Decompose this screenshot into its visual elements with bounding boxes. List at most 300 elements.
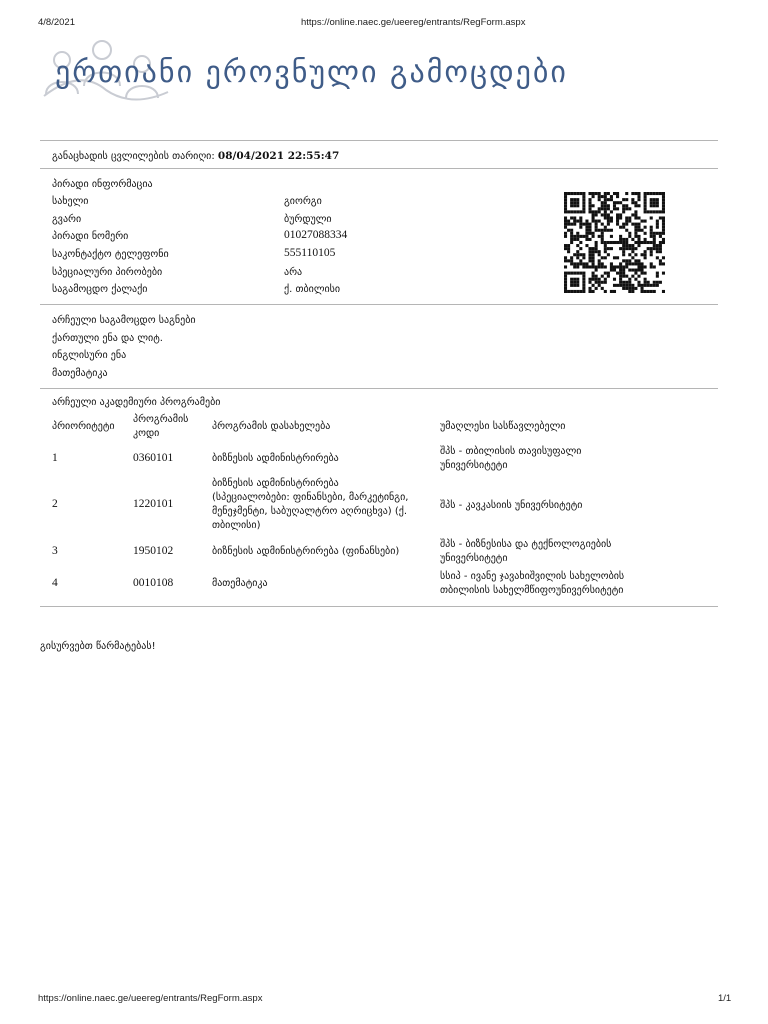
qr-module bbox=[592, 210, 595, 213]
qr-module bbox=[613, 241, 616, 244]
qr-module bbox=[573, 210, 576, 213]
qr-module bbox=[601, 232, 604, 235]
qr-module bbox=[585, 244, 588, 247]
qr-module bbox=[628, 262, 631, 265]
qr-module bbox=[653, 235, 656, 238]
qr-module bbox=[598, 259, 601, 262]
qr-module bbox=[595, 192, 598, 195]
program-name-line: ბიზნესის ადმინისტრირება bbox=[212, 478, 339, 489]
qr-module bbox=[570, 235, 573, 238]
qr-module bbox=[628, 235, 631, 238]
qr-module bbox=[619, 284, 622, 287]
qr-module bbox=[598, 262, 601, 265]
qr-module bbox=[631, 287, 634, 290]
qr-module bbox=[637, 223, 640, 226]
qr-module bbox=[588, 223, 591, 226]
qr-module bbox=[650, 204, 653, 207]
qr-module bbox=[604, 265, 607, 268]
personal-value: 01027088334 bbox=[284, 229, 348, 241]
qr-module bbox=[595, 247, 598, 250]
qr-module bbox=[653, 198, 656, 201]
qr-module bbox=[604, 241, 607, 244]
qr-module bbox=[659, 232, 662, 235]
qr-module bbox=[610, 262, 613, 265]
qr-module bbox=[607, 207, 610, 210]
qr-module bbox=[616, 192, 619, 195]
qr-module bbox=[641, 272, 644, 275]
qr-module bbox=[604, 210, 607, 213]
qr-module bbox=[662, 195, 665, 198]
qr-module bbox=[662, 229, 665, 232]
program-name bbox=[212, 545, 399, 559]
qr-module bbox=[662, 192, 665, 195]
qr-module bbox=[610, 247, 613, 250]
qr-module bbox=[588, 204, 591, 207]
qr-module bbox=[656, 284, 659, 287]
qr-module bbox=[573, 198, 576, 201]
qr-module bbox=[592, 195, 595, 198]
qr-module bbox=[585, 238, 588, 241]
qr-module bbox=[634, 201, 637, 204]
qr-module bbox=[564, 220, 567, 223]
qr-module bbox=[647, 241, 650, 244]
subjects-heading: არჩეული საგამოცდო საგნები bbox=[52, 315, 196, 326]
divider bbox=[40, 388, 718, 389]
qr-module bbox=[570, 272, 573, 275]
qr-module bbox=[622, 253, 625, 256]
qr-module bbox=[619, 265, 622, 268]
qr-module bbox=[610, 220, 613, 223]
qr-module bbox=[601, 207, 604, 210]
qr-module bbox=[564, 287, 567, 290]
qr-module bbox=[570, 290, 573, 293]
qr-module bbox=[564, 247, 567, 250]
qr-module bbox=[656, 272, 659, 275]
qr-module bbox=[570, 216, 573, 219]
qr-module bbox=[641, 265, 644, 268]
qr-module bbox=[634, 235, 637, 238]
qr-module bbox=[613, 290, 616, 293]
qr-module bbox=[595, 287, 598, 290]
qr-module bbox=[634, 269, 637, 272]
qr-module bbox=[595, 278, 598, 281]
qr-module bbox=[641, 290, 644, 293]
qr-module bbox=[659, 235, 662, 238]
qr-module bbox=[637, 281, 640, 284]
qr-module bbox=[588, 247, 591, 250]
qr-module bbox=[628, 290, 631, 293]
qr-module bbox=[619, 235, 622, 238]
qr-module bbox=[647, 284, 650, 287]
qr-module bbox=[573, 253, 576, 256]
qr-module bbox=[631, 247, 634, 250]
qr-module bbox=[641, 269, 644, 272]
qr-module bbox=[644, 232, 647, 235]
qr-module bbox=[634, 204, 637, 207]
qr-module bbox=[576, 210, 579, 213]
qr-module bbox=[595, 265, 598, 268]
qr-module bbox=[601, 235, 604, 238]
qr-module bbox=[653, 210, 656, 213]
qr-module bbox=[607, 229, 610, 232]
qr-module bbox=[634, 253, 637, 256]
qr-module bbox=[619, 281, 622, 284]
qr-module bbox=[659, 250, 662, 253]
qr-module bbox=[622, 247, 625, 250]
qr-module bbox=[582, 192, 585, 195]
qr-module bbox=[656, 192, 659, 195]
qr-module bbox=[634, 241, 637, 244]
qr-module bbox=[564, 259, 567, 262]
qr-module bbox=[622, 238, 625, 241]
qr-module bbox=[604, 192, 607, 195]
qr-module bbox=[579, 253, 582, 256]
qr-module bbox=[637, 241, 640, 244]
logo-title: ერთიანი ეროვნული გამოცდები bbox=[55, 55, 568, 90]
qr-module bbox=[598, 281, 601, 284]
qr-module bbox=[628, 244, 631, 247]
qr-module bbox=[634, 287, 637, 290]
qr-module bbox=[653, 281, 656, 284]
qr-module bbox=[592, 247, 595, 250]
qr-module bbox=[616, 207, 619, 210]
qr-module bbox=[637, 216, 640, 219]
personal-info-heading: პირადი ინფორმაცია bbox=[52, 179, 153, 190]
qr-module bbox=[576, 235, 579, 238]
qr-module bbox=[619, 278, 622, 281]
qr-module bbox=[622, 226, 625, 229]
qr-module bbox=[564, 195, 567, 198]
qr-module bbox=[579, 290, 582, 293]
qr-module bbox=[607, 213, 610, 216]
qr-module bbox=[604, 216, 607, 219]
qr-module bbox=[634, 213, 637, 216]
program-name bbox=[212, 452, 339, 466]
qr-module bbox=[622, 265, 625, 268]
qr-module bbox=[622, 204, 625, 207]
qr-module bbox=[625, 238, 628, 241]
qr-module bbox=[576, 278, 579, 281]
qr-module bbox=[656, 281, 659, 284]
qr-module bbox=[592, 265, 595, 268]
qr-module bbox=[564, 201, 567, 204]
qr-module bbox=[656, 247, 659, 250]
qr-module bbox=[592, 213, 595, 216]
qr-module bbox=[622, 272, 625, 275]
col-header-code-line2: კოდი bbox=[133, 428, 160, 439]
qr-module bbox=[570, 229, 573, 232]
program-name-line: მათემატიკა bbox=[212, 578, 268, 589]
qr-module bbox=[588, 192, 591, 195]
qr-module bbox=[585, 229, 588, 232]
qr-module bbox=[628, 220, 631, 223]
qr-module bbox=[564, 278, 567, 281]
qr-module bbox=[564, 265, 567, 268]
qr-module bbox=[628, 207, 631, 210]
qr-module bbox=[637, 229, 640, 232]
qr-module bbox=[567, 244, 570, 247]
qr-module bbox=[616, 220, 619, 223]
qr-module bbox=[588, 198, 591, 201]
qr-module bbox=[592, 232, 595, 235]
qr-module bbox=[564, 207, 567, 210]
qr-module bbox=[650, 262, 653, 265]
qr-module bbox=[592, 259, 595, 262]
qr-module bbox=[607, 198, 610, 201]
qr-module bbox=[619, 269, 622, 272]
qr-module bbox=[570, 241, 573, 244]
qr-module bbox=[592, 290, 595, 293]
qr-module bbox=[631, 250, 634, 253]
qr-module bbox=[656, 223, 659, 226]
qr-module bbox=[588, 232, 591, 235]
qr-module bbox=[601, 213, 604, 216]
col-header-code bbox=[133, 413, 188, 441]
qr-module bbox=[653, 265, 656, 268]
qr-module bbox=[573, 265, 576, 268]
qr-module bbox=[656, 226, 659, 229]
qr-module bbox=[604, 207, 607, 210]
qr-module bbox=[582, 253, 585, 256]
qr-module bbox=[644, 272, 647, 275]
print-url: https://online.naec.ge/ueereg/entrants/RegForm.aspx bbox=[301, 17, 526, 28]
qr-module bbox=[641, 253, 644, 256]
qr-module bbox=[576, 204, 579, 207]
qr-module bbox=[582, 281, 585, 284]
qr-module bbox=[659, 192, 662, 195]
qr-module bbox=[598, 210, 601, 213]
programs-heading: არჩეული აკადემიური პროგრამები bbox=[52, 397, 221, 408]
qr-module bbox=[650, 253, 653, 256]
qr-module bbox=[588, 226, 591, 229]
qr-module bbox=[634, 223, 637, 226]
qr-module bbox=[653, 192, 656, 195]
qr-module bbox=[573, 284, 576, 287]
qr-module bbox=[634, 192, 637, 195]
program-university-line: უნივერსიტეტი bbox=[440, 460, 508, 471]
qr-module bbox=[582, 201, 585, 204]
qr-module bbox=[625, 275, 628, 278]
qr-module bbox=[592, 220, 595, 223]
qr-module bbox=[644, 226, 647, 229]
qr-module bbox=[613, 265, 616, 268]
print-date: 4/8/2021 bbox=[38, 17, 75, 28]
qr-module bbox=[595, 223, 598, 226]
qr-module bbox=[656, 198, 659, 201]
qr-module bbox=[659, 241, 662, 244]
qr-module bbox=[585, 265, 588, 268]
qr-module bbox=[573, 235, 576, 238]
col-header-university: უმაღლესი სასწავლებელი bbox=[440, 421, 566, 432]
qr-module bbox=[595, 275, 598, 278]
qr-module bbox=[650, 198, 653, 201]
qr-module bbox=[653, 244, 656, 247]
qr-module bbox=[631, 244, 634, 247]
qr-module bbox=[573, 290, 576, 293]
qr-module bbox=[579, 262, 582, 265]
change-date-value: 08/04/2021 22:55:47 bbox=[217, 150, 340, 162]
program-priority: 4 bbox=[52, 577, 58, 589]
qr-module bbox=[631, 213, 634, 216]
qr-module bbox=[598, 265, 601, 268]
qr-module bbox=[592, 250, 595, 253]
qr-module bbox=[637, 204, 640, 207]
qr-module bbox=[588, 207, 591, 210]
personal-value: გიორგი bbox=[284, 196, 322, 207]
qr-module bbox=[637, 265, 640, 268]
qr-module bbox=[601, 241, 604, 244]
qr-module bbox=[607, 220, 610, 223]
qr-module bbox=[588, 253, 591, 256]
qr-module bbox=[601, 262, 604, 265]
qr-module bbox=[631, 238, 634, 241]
footer-url: https://online.naec.ge/ueereg/entrants/RegForm.aspx bbox=[38, 993, 263, 1004]
qr-module bbox=[576, 265, 579, 268]
qr-module bbox=[582, 204, 585, 207]
personal-label: სპეციალური პირობები bbox=[52, 267, 163, 278]
qr-module bbox=[631, 262, 634, 265]
qr-module bbox=[622, 269, 625, 272]
qr-module bbox=[598, 278, 601, 281]
qr-module bbox=[662, 201, 665, 204]
change-date-label: განაცხადის ცვლილების თარიღი: bbox=[52, 151, 215, 162]
qr-module bbox=[625, 265, 628, 268]
qr-module bbox=[653, 201, 656, 204]
qr-module bbox=[613, 284, 616, 287]
qr-module bbox=[650, 265, 653, 268]
qr-module bbox=[644, 204, 647, 207]
qr-module bbox=[662, 226, 665, 229]
qr-module bbox=[607, 192, 610, 195]
qr-module bbox=[564, 226, 567, 229]
qr-module bbox=[625, 244, 628, 247]
qr-module bbox=[650, 229, 653, 232]
qr-module bbox=[570, 238, 573, 241]
qr-module bbox=[582, 272, 585, 275]
qr-module bbox=[607, 247, 610, 250]
qr-module bbox=[644, 220, 647, 223]
qr-module bbox=[656, 220, 659, 223]
qr-module bbox=[570, 232, 573, 235]
qr-module bbox=[644, 278, 647, 281]
qr-module bbox=[628, 247, 631, 250]
qr-module bbox=[573, 238, 576, 241]
qr-module bbox=[625, 192, 628, 195]
program-university-line: უნივერსიტეტი bbox=[440, 553, 508, 564]
qr-module bbox=[564, 256, 567, 259]
qr-module bbox=[644, 241, 647, 244]
qr-module bbox=[570, 192, 573, 195]
qr-module bbox=[653, 204, 656, 207]
qr-module bbox=[616, 256, 619, 259]
qr-module bbox=[634, 229, 637, 232]
qr-module bbox=[656, 204, 659, 207]
subject-item: ქართული ენა და ლიტ. bbox=[52, 333, 163, 344]
qr-module bbox=[647, 192, 650, 195]
qr-module bbox=[631, 284, 634, 287]
qr-module bbox=[634, 259, 637, 262]
qr-module bbox=[601, 275, 604, 278]
qr-module bbox=[634, 210, 637, 213]
footer-page: 1/1 bbox=[718, 993, 732, 1004]
qr-module bbox=[570, 259, 573, 262]
qr-module bbox=[573, 262, 576, 265]
qr-module bbox=[570, 281, 573, 284]
qr-module bbox=[650, 201, 653, 204]
qr-module bbox=[637, 226, 640, 229]
qr-module bbox=[595, 250, 598, 253]
qr-module bbox=[619, 241, 622, 244]
program-name-line: ბიზნესის ადმინისტრირება bbox=[212, 453, 339, 464]
qr-module bbox=[647, 247, 650, 250]
qr-module bbox=[650, 284, 653, 287]
qr-module bbox=[610, 241, 613, 244]
qr-module bbox=[588, 290, 591, 293]
qr-module bbox=[610, 235, 613, 238]
qr-module bbox=[610, 265, 613, 268]
qr-module bbox=[641, 229, 644, 232]
qr-module bbox=[585, 262, 588, 265]
qr-module bbox=[567, 290, 570, 293]
qr-module bbox=[598, 207, 601, 210]
qr-module bbox=[653, 238, 656, 241]
qr-module bbox=[631, 201, 634, 204]
qr-module bbox=[647, 210, 650, 213]
qr-module bbox=[616, 241, 619, 244]
qr-module bbox=[601, 287, 604, 290]
qr-module bbox=[576, 272, 579, 275]
qr-module bbox=[625, 247, 628, 250]
qr-module bbox=[628, 278, 631, 281]
col-header-code-line1: პროგრამის bbox=[133, 414, 189, 425]
qr-module bbox=[650, 241, 653, 244]
qr-module bbox=[625, 229, 628, 232]
qr-module bbox=[592, 192, 595, 195]
qr-module bbox=[595, 241, 598, 244]
qr-module bbox=[610, 229, 613, 232]
qr-module bbox=[662, 272, 665, 275]
qr-module bbox=[662, 223, 665, 226]
qr-module bbox=[616, 201, 619, 204]
qr-module bbox=[567, 223, 570, 226]
personal-label: საკონტაქტო ტელეფონი bbox=[52, 249, 169, 260]
program-code: 1220101 bbox=[133, 498, 174, 510]
qr-module bbox=[582, 223, 585, 226]
qr-module bbox=[628, 284, 631, 287]
closing-message: გისურვებთ წარმატებას! bbox=[40, 641, 156, 652]
qr-module bbox=[579, 259, 582, 262]
qr-module bbox=[604, 229, 607, 232]
qr-module bbox=[641, 220, 644, 223]
qr-module bbox=[579, 220, 582, 223]
qr-module bbox=[637, 192, 640, 195]
program-university bbox=[440, 499, 582, 513]
qr-module bbox=[631, 223, 634, 226]
qr-module bbox=[634, 232, 637, 235]
qr-module bbox=[576, 192, 579, 195]
program-name-line: ბიზნესის ადმინისტრირება (ფინანსები) bbox=[212, 546, 400, 557]
qr-module bbox=[592, 204, 595, 207]
qr-module bbox=[656, 232, 659, 235]
qr-module bbox=[604, 281, 607, 284]
qr-module bbox=[564, 284, 567, 287]
qr-module bbox=[625, 287, 628, 290]
qr-module bbox=[610, 198, 613, 201]
divider bbox=[40, 304, 718, 305]
personal-value: 555110105 bbox=[284, 247, 336, 259]
qr-module bbox=[644, 207, 647, 210]
qr-module bbox=[582, 198, 585, 201]
